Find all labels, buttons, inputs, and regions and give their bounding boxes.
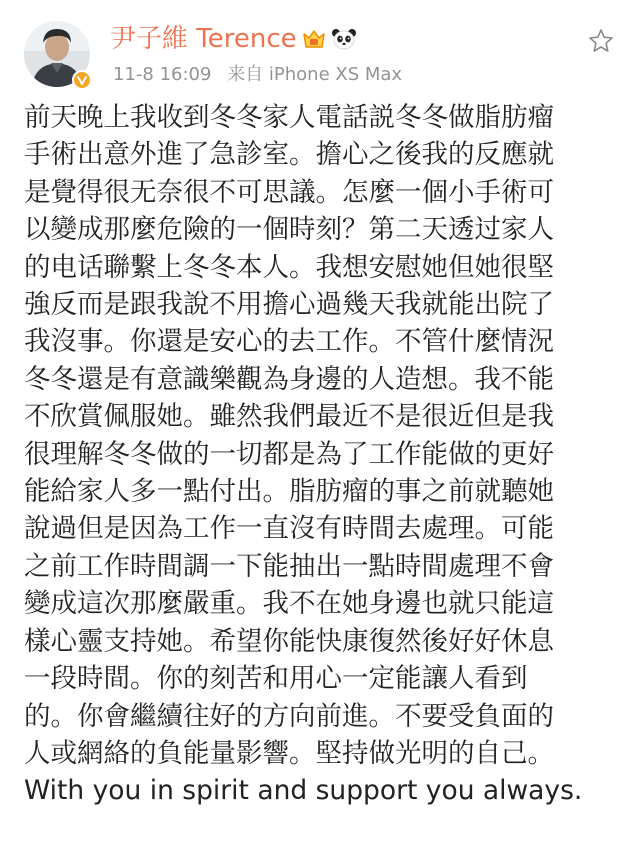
post-text-line: 能給家人多一點付出。脂肪瘤的事之前就聽她 — [24, 476, 554, 508]
post-meta — [113, 62, 402, 88]
panda-icon — [331, 27, 357, 51]
post-text-line: 手術出意外進了急診室。擔心之後我的反應就 — [24, 139, 554, 171]
post-text-line: 是覺得很无奈很不可思議。怎麼一個小手術可 — [24, 176, 554, 208]
post-header — [0, 0, 640, 96]
post-text-line: 一段時間。你的刻苦和用心一定能讓人看到 — [24, 663, 528, 695]
post-text-line: 前天晚上我收到冬冬家人電話説冬冬做脂肪瘤 — [24, 102, 554, 133]
post-text-line: 的电话聯繫上冬冬本人。我想安慰她但她很堅 — [24, 251, 554, 283]
star-outline-icon — [587, 27, 615, 55]
post-text-line: 不欣賞佩服她。雖然我們最近不是很近但是我 — [24, 401, 554, 433]
post-text-line: 人或網絡的負能量影響。堅持做光明的自己。 — [24, 737, 554, 769]
post-text-line: 說過但是因為工作一直沒有時間去處理。可能 — [24, 513, 554, 545]
author-name-row — [110, 20, 357, 58]
vip-crown-icon — [301, 27, 327, 51]
verified-badge-icon — [72, 70, 92, 90]
author-name[interactable]: 尹子維 Terence — [110, 24, 297, 54]
post-text-line: 樣心靈支持她。希望你能快康復然後好好休息 — [24, 625, 554, 657]
post-text-line: 的。你會繼續往好的方向前進。不要受負面的 — [24, 700, 554, 732]
post-timestamp[interactable]: 11-8 16:09 — [113, 64, 212, 85]
post-source: 来自 iPhone XS Max — [227, 64, 403, 85]
post-text-line: 之前工作時間調一下能抽出一點時間處理不會 — [24, 550, 554, 582]
favorite-button[interactable] — [586, 26, 616, 56]
post-text-line: 強反而是跟我說不用擔心過幾天我就能出院了 — [24, 289, 554, 321]
post-text-line: With you in spirit and support you always. — [24, 775, 583, 807]
post-text-line: 很理解冬冬做的一切都是為了工作能做的更好 — [24, 438, 554, 470]
post-text-line: 以變成那麼危險的一個時刻？第二天透过家人 — [24, 214, 554, 246]
post-text-line: 冬冬還是有意識樂觀為身邊的人造想。我不能 — [24, 363, 554, 395]
post-body — [24, 99, 624, 810]
post-text-line: 我沒事。你還是安心的去工作。不管什麼情況 — [24, 326, 554, 358]
post-text-line: 變成這次那麼嚴重。我不在她身邊也就只能這 — [24, 588, 554, 620]
